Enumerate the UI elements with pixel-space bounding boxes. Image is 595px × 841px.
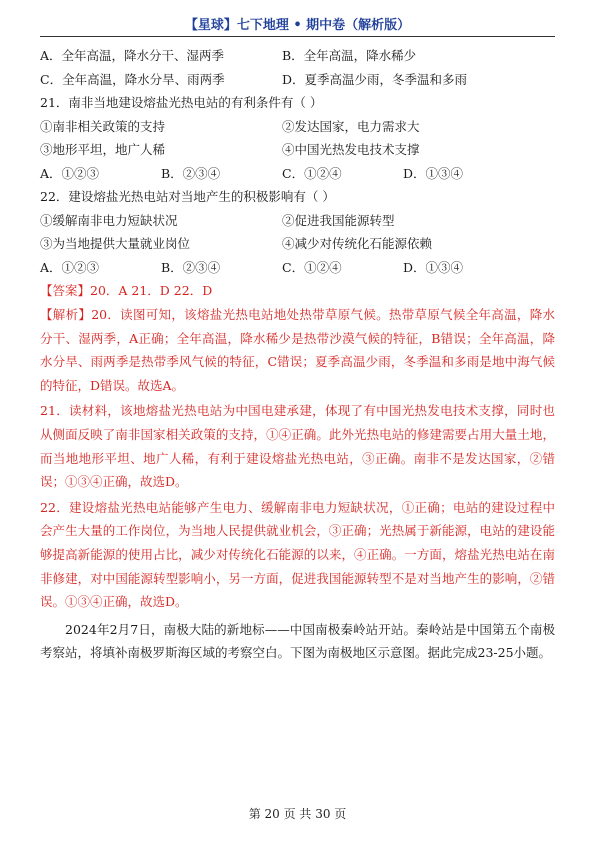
q20-option-a: A．全年高温，降水分干、湿两季	[40, 48, 225, 63]
q21-stem: 21．南非当地建设熔盐光热电站的有利条件有（ ）	[40, 95, 323, 110]
analysis-q20: 【解析】20．读图可知，该熔盐光热电站地处热带草原气候。热带草原气候全年高温，降水分干、湿两季，A正确；全年高温，降水稀少是热带沙漠气候的特征，B错误；全年高温，降水分旱、雨两季是热带季风气候的特征，C错误；夏季高温少雨，冬季温和多雨是地中海气候的特征，D错误。故选A。	[40, 307, 555, 393]
q22-choice-c: C．①②④	[282, 259, 342, 275]
answer-line: 【答案】20．A 21．D 22．D	[40, 283, 213, 298]
q21-item-4: ④中国光热发电技术支撑	[282, 142, 420, 157]
page-content	[40, 44, 555, 665]
q21-item-3: ③地形平坦，地广人稀	[40, 142, 166, 157]
q21-choices	[40, 162, 555, 186]
q20-option-b: B．全年高温，降水稀少	[282, 48, 417, 63]
q22-choice-b: B．②③④	[161, 259, 221, 275]
q21-items-row-1	[40, 115, 555, 139]
q20-options-row-1	[40, 44, 555, 68]
q23-25-intro: 2024年2月7日，南极大陆的新地标——中国南极秦岭站开站。秦岭站是中国第五个南极考察站，将填补南极罗斯海区域的考察空白。下图为南极地区示意图。据此完成23-25小题。	[40, 621, 555, 661]
page-header-title: 【星球】七下地理 • 期中卷（解析版）	[184, 18, 411, 33]
analysis-q22: 22．建设熔盐光热电站能够产生电力、缓解南非电力短缺状况，①正确；电站的建设过程中会产生大量的工作岗位，为当地人民提供就业机会，③正确；光热属于新能源，电站的建设能够提高新能源的使用占比，减少对传统化石能源的以来，④正确。一方面，熔盐光热电站在南非修建，对中国能源转型影响小，另一方面，促进我国能源转型不是对当地产生的影响，②错误。①③④正确，故选D。	[40, 499, 555, 610]
q22-item-1: ①缓解南非电力短缺状况	[40, 212, 178, 228]
q21-items-row-2	[40, 138, 555, 162]
q20-option-d: D．夏季高温少雨，冬季温和多雨	[282, 71, 468, 87]
q20-options-row-2	[40, 68, 555, 92]
page-number: 第 20 页 共 30 页	[248, 807, 347, 821]
q21-choice-a: A．①②③	[40, 165, 100, 181]
q22-choices	[40, 256, 555, 280]
q22-items-row-2	[40, 232, 555, 256]
q22-item-2: ②促进我国能源转型	[282, 212, 395, 228]
q21-choice-d: D．①③④	[403, 165, 464, 181]
q21-choice-b: B．②③④	[161, 165, 221, 181]
q22-item-4: ④减少对传统化石能源依赖	[282, 236, 433, 251]
q20-option-c: C．全年高温，降水分旱、雨两季	[40, 71, 225, 87]
q22-stem: 22．建设熔盐光热电站对当地产生的积极影响有（ ）	[40, 189, 335, 204]
q22-choice-d: D．①③④	[403, 259, 464, 275]
q21-choice-c: C．①②④	[282, 165, 342, 181]
analysis-q21: 21．读材料，该地熔盐光热电站为中国电建承建，体现了有中国光热发电技术支撑，同时也从侧面反映了南非国家相关政策的支持，①④正确。此外光热电站的修建需要占用大量土地，而当地地形平坦、地广人稀，有利于建设熔盐光热电站，③正确。南非不是发达国家，②错误；①③④正确，故选D。	[40, 403, 555, 490]
q21-item-2: ②发达国家，电力需求大	[282, 118, 420, 134]
q22-choice-a: A．①②③	[40, 259, 100, 275]
header-divider	[40, 36, 555, 37]
q22-item-3: ③为当地提供大量就业岗位	[40, 236, 191, 251]
q22-items-row-1	[40, 209, 555, 233]
q21-item-1: ①南非相关政策的支持	[40, 118, 166, 134]
